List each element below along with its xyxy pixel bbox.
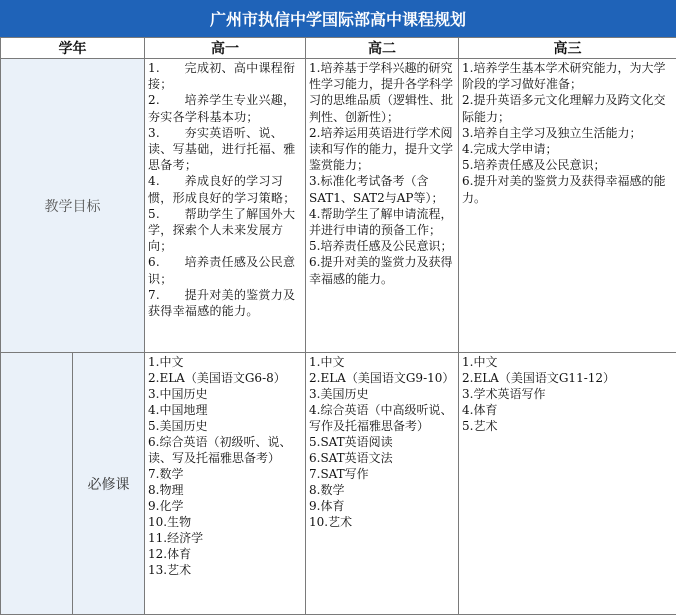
goals-grade-10 <box>145 59 306 353</box>
list-item: 3. 夯实英语听、说、读、写基础，进行托福、雅思备考； <box>148 125 302 174</box>
list-item: 3.标准化考试备考（含SAT1、SAT2与AP等）； <box>309 173 455 205</box>
list-item: 2.提升英语多元文化理解力及跨文化交际能力； <box>462 92 673 124</box>
list-item: 4.中国地理 <box>148 402 302 418</box>
list-item: 4.体育 <box>462 402 673 418</box>
list-item: 1.中文 <box>462 354 673 370</box>
header-grade-12: 高三 <box>459 38 676 59</box>
header-grade-10: 高一 <box>145 38 306 59</box>
list-item: 5.培养责任感及公民意识； <box>462 157 673 173</box>
list-item: 5.美国历史 <box>148 418 302 434</box>
list-item: 1.培养基于学科兴趣的研究性学习能力，提升各学科学习的思维品质（逻辑性、批判性、创新性）； <box>309 60 455 125</box>
list-item: 2.ELA（美国语文G6-8） <box>148 370 302 386</box>
required-label: 必修课 <box>73 353 145 615</box>
list-item: 4.完成大学申请； <box>462 141 673 157</box>
list-item: 4.帮助学生了解申请流程，并进行申请的预备工作； <box>309 206 455 238</box>
required-grade-12 <box>459 353 676 615</box>
list-item: 4.综合英语（中高级听说、写作及托福雅思备考） <box>309 402 455 434</box>
goals-grade-12 <box>459 59 676 353</box>
list-item: 1. 完成初、高中课程衔接； <box>148 60 302 92</box>
list-item: 6.提升对美的鉴赏力及获得幸福感的能力。 <box>462 173 673 205</box>
list-item: 9.体育 <box>309 498 455 514</box>
list-item: 6.SAT英语文法 <box>309 450 455 466</box>
list-item: 4. 养成良好的学习习惯，形成良好的学习策略； <box>148 173 302 205</box>
list-item: 6.提升对美的鉴赏力及获得幸福感的能力。 <box>309 254 455 286</box>
list-item: 7.数学 <box>148 466 302 482</box>
list-item: 11.经济学 <box>148 530 302 546</box>
list-item: 1.培养学生基本学术研究能力，为大学阶段的学习做好准备； <box>462 60 673 92</box>
header-row <box>1 38 676 59</box>
list-item: 12.体育 <box>148 546 302 562</box>
list-item: 13.艺术 <box>148 562 302 578</box>
list-item: 7.SAT写作 <box>309 466 455 482</box>
list-item: 7. 提升对美的鉴赏力及获得幸福感的能力。 <box>148 287 302 319</box>
required-row <box>1 353 676 615</box>
required-group-spacer <box>1 353 73 615</box>
required-grade-10 <box>145 353 306 615</box>
goals-row <box>1 59 676 353</box>
header-grade-11: 高二 <box>306 38 459 59</box>
list-item: 6.综合英语（初级听、说、读、写及托福雅思备考） <box>148 434 302 466</box>
list-item: 3.培养自主学习及独立生活能力； <box>462 125 673 141</box>
list-item: 3.美国历史 <box>309 386 455 402</box>
list-item: 9.化学 <box>148 498 302 514</box>
goals-grade-11 <box>306 59 459 353</box>
list-item: 5. 帮助学生了解国外大学，探索个人未来发展方向； <box>148 206 302 255</box>
goals-label: 教学目标 <box>1 59 145 353</box>
list-item: 1.中文 <box>148 354 302 370</box>
list-item: 2.培养运用英语进行学术阅读和写作的能力，提升文学鉴赏能力； <box>309 125 455 174</box>
list-item: 2.ELA（美国语文G11-12） <box>462 370 673 386</box>
list-item: 5.艺术 <box>462 418 673 434</box>
list-item: 8.物理 <box>148 482 302 498</box>
list-item: 10.生物 <box>148 514 302 530</box>
header-year: 学年 <box>1 38 145 59</box>
list-item: 1.中文 <box>309 354 455 370</box>
list-item: 2.ELA（美国语文G9-10） <box>309 370 455 386</box>
list-item: 3.中国历史 <box>148 386 302 402</box>
list-item: 6. 培养责任感及公民意识； <box>148 254 302 286</box>
list-item: 2. 培养学生专业兴趣，夯实各学科基本功； <box>148 92 302 124</box>
required-grade-11 <box>306 353 459 615</box>
list-item: 10.艺术 <box>309 514 455 530</box>
list-item: 8.数学 <box>309 482 455 498</box>
list-item: 3.学术英语写作 <box>462 386 673 402</box>
page-title: 广州市执信中学国际部高中课程规划 <box>0 0 676 37</box>
list-item: 5.SAT英语阅读 <box>309 434 455 450</box>
list-item: 5.培养责任感及公民意识； <box>309 238 455 254</box>
curriculum-table <box>0 37 676 615</box>
